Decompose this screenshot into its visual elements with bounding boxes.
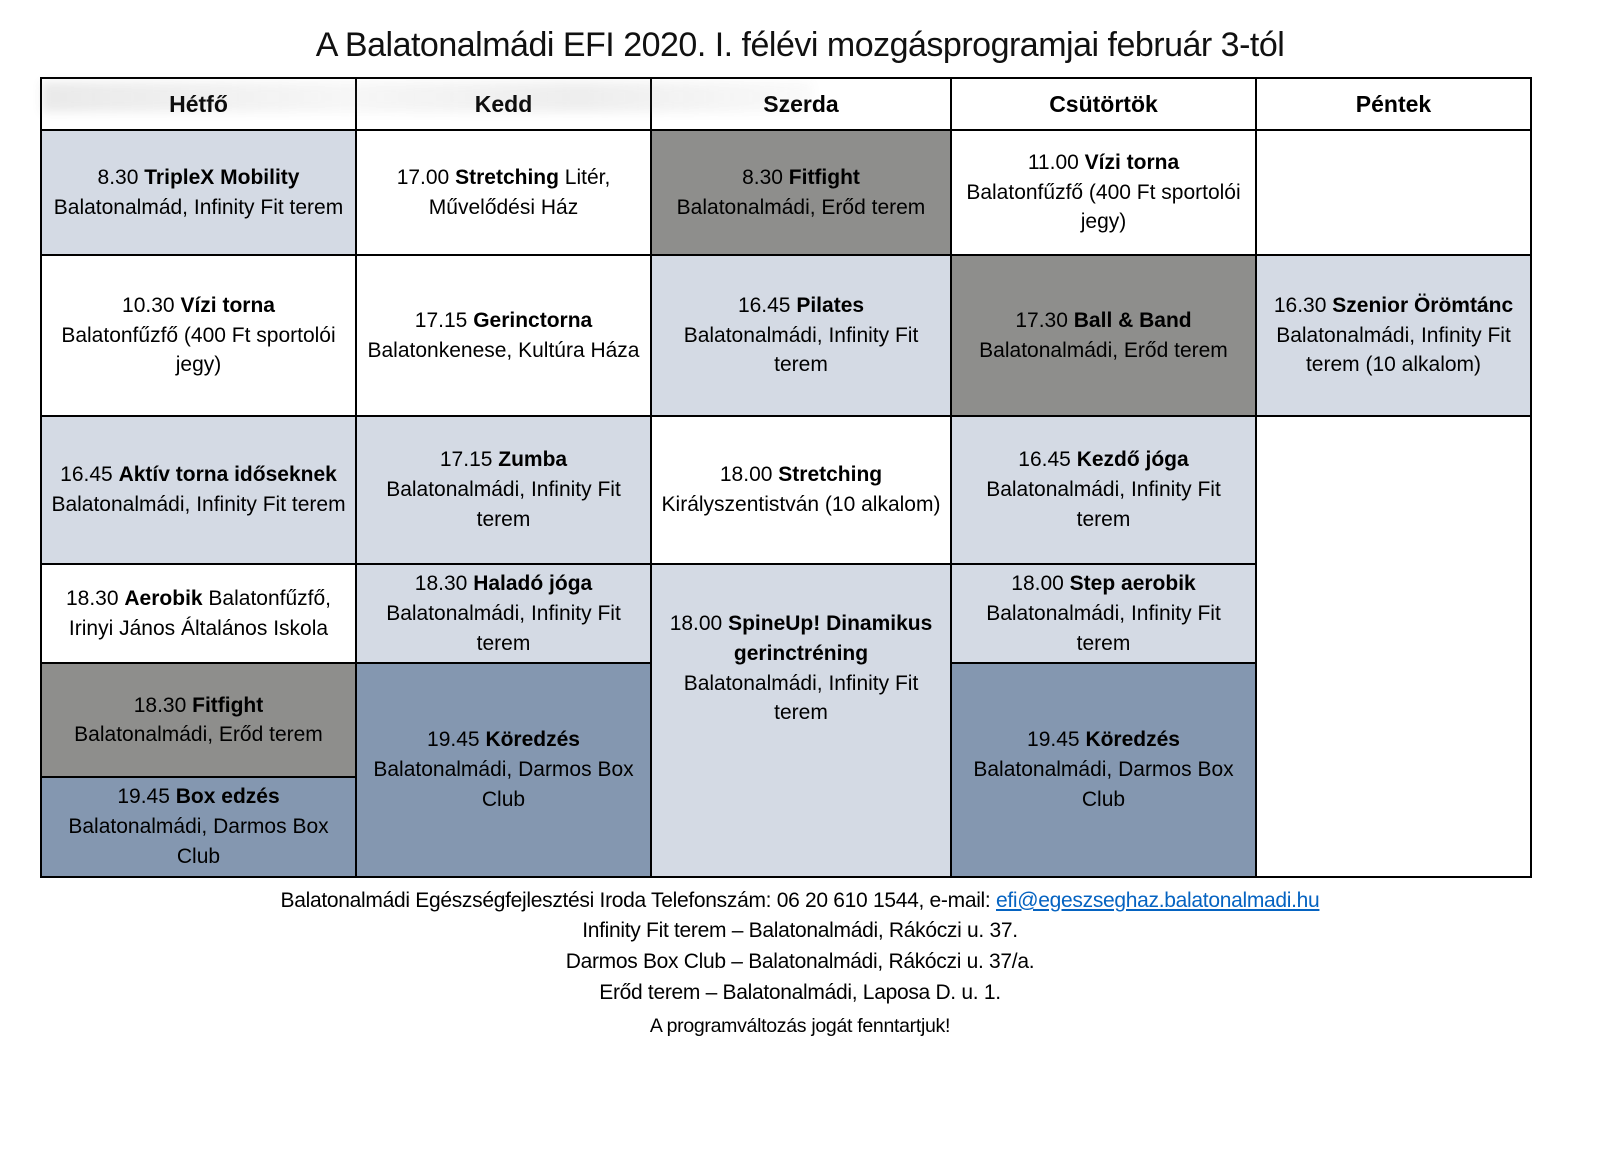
cell-monday-aktiv-torna xyxy=(41,416,356,564)
day-header-tuesday: Kedd xyxy=(356,78,651,130)
cell-wednesday-fitfight xyxy=(651,130,951,255)
event-time: 19.45 xyxy=(427,728,480,752)
address-line-erod-terem: Erőd terem – Balatonalmádi, Laposa D. u. 1. xyxy=(599,980,1001,1004)
address-line-darmos-box-club: Darmos Box Club – Balatonalmádi, Rákóczi u. 37/a. xyxy=(565,949,1035,973)
event-location: Balatonalmádi, Infinity Fit terem xyxy=(986,478,1221,531)
event-name: Haladó jóga xyxy=(473,572,593,595)
cell-tuesday-zumba xyxy=(356,416,651,564)
event-time: 17.15 xyxy=(439,448,493,472)
event-location: Balatonalmádi, Darmos Box Club xyxy=(973,758,1234,812)
event-name: Gerinctorna xyxy=(473,308,593,332)
event-time: 18.30 xyxy=(133,693,187,717)
contact-line xyxy=(0,887,1600,916)
event-location: Balatonalmádi, Erőd terem xyxy=(979,338,1228,362)
header-row xyxy=(41,78,1531,130)
event-name: Step aerobik xyxy=(1069,572,1196,595)
event-location: Balatonfűzfő (400 Ft sportolói jegy) xyxy=(966,180,1241,234)
event-location: Balatonalmádi, Infinity Fit terem xyxy=(51,493,346,516)
event-time: 10.30 xyxy=(122,293,175,317)
cell-wednesday-stretching xyxy=(651,416,951,564)
event-name: Pilates xyxy=(796,293,865,317)
event-location: Balatonalmádi, Infinity Fit terem xyxy=(683,323,919,377)
cell-tuesday-stretching xyxy=(356,130,651,255)
event-name: Vízi torna xyxy=(180,293,275,317)
event-time: 19.45 xyxy=(117,785,170,809)
cell-monday-fitfight xyxy=(41,663,356,777)
event-time: 16.45 xyxy=(1018,448,1071,472)
event-location: Balatonalmádi, Erőd terem xyxy=(676,195,926,219)
page-title: A Balatonalmádi EFI 2020. I. félévi mozgásprogramjai február 3-tól xyxy=(315,26,1285,64)
event-name: Kezdő jóga xyxy=(1076,448,1189,472)
day-header-wednesday: Szerda xyxy=(651,78,951,130)
event-location: Balatonalmádi, Erőd terem xyxy=(74,723,323,747)
day-header-thursday: Csütörtök xyxy=(951,78,1256,130)
event-time: 18.30 xyxy=(65,586,119,610)
event-name: Zumba xyxy=(498,448,568,472)
event-name: Fitfight xyxy=(788,165,860,189)
event-location: Balatonkenese, Kultúra Háza xyxy=(367,338,640,362)
cell-tuesday-gerinctorna xyxy=(356,255,651,416)
cell-tuesday-halado-joga xyxy=(356,564,651,663)
schedule-row-1 xyxy=(41,130,1531,255)
event-time: 8.30 xyxy=(97,165,139,189)
event-location: Balatonalmád, Infinity Fit terem xyxy=(53,195,344,219)
event-location: Balatonalmádi, Infinity Fit terem xyxy=(683,671,919,725)
event-time: 17.30 xyxy=(1015,308,1068,332)
event-location: Balatonfűzfő (400 Ft sportolói jegy) xyxy=(61,323,336,377)
day-header-monday: Hétfő xyxy=(41,78,356,130)
event-name: TripleX Mobility xyxy=(144,165,300,189)
cell-tuesday-koredzes xyxy=(356,663,651,876)
cell-monday-vizi-torna xyxy=(41,255,356,416)
event-time: 18.30 xyxy=(414,572,468,595)
event-location: Balatonalmádi, Infinity Fit terem xyxy=(386,601,621,655)
contact-text: Balatonalmádi Egészségfejlesztési Iroda Telefonszám: 06 20 610 1544, e-mail: xyxy=(280,888,996,912)
cell-thursday-koredzes xyxy=(951,663,1256,876)
cell-thursday-kezdo-joga xyxy=(951,416,1256,564)
event-name: Box edzés xyxy=(175,785,280,809)
cell-thursday-vizi-torna xyxy=(951,130,1256,255)
event-time: 16.45 xyxy=(737,293,791,317)
disclaimer-line: A programváltozás jogát fenntartjuk! xyxy=(649,1015,951,1038)
event-time: 8.30 xyxy=(742,165,783,189)
cell-monday-aerobik xyxy=(41,564,356,663)
event-time: 18.00 xyxy=(719,463,773,487)
event-location: Balatonalmádi, Infinity Fit terem xyxy=(986,601,1221,655)
event-name: Fitfight xyxy=(192,693,264,717)
cell-wednesday-pilates xyxy=(651,255,951,416)
event-location: Királyszentistván (10 alkalom) xyxy=(661,493,941,516)
cell-thursday-ball-and-band xyxy=(951,255,1256,416)
day-header-friday: Péntek xyxy=(1256,78,1531,130)
event-location: Balatonalmádi, Darmos Box Club xyxy=(373,758,634,812)
address-line-infinity-fit: Infinity Fit terem – Balatonalmádi, Rákóczi u. 37. xyxy=(582,919,1018,943)
event-time: 17.00 xyxy=(396,165,450,189)
event-name: Vízi torna xyxy=(1084,150,1180,174)
event-name: Ball & Band xyxy=(1073,308,1192,332)
event-name: Szenior Örömtánc xyxy=(1332,293,1514,317)
event-name: SpineUp! Dinamikus gerinctréning xyxy=(728,612,933,665)
event-name: Aktív torna időseknek xyxy=(118,463,337,487)
cell-monday-box-edzes xyxy=(41,777,356,876)
event-time: 18.00 xyxy=(1011,572,1064,595)
event-time: 18.00 xyxy=(669,612,723,635)
event-location: Balatonfűzfő, Irinyi János Általános Iskola xyxy=(68,586,332,640)
event-location: Balatonalmádi, Infinity Fit terem xyxy=(386,478,621,531)
cell-friday-empty-1 xyxy=(1256,130,1531,255)
event-time: 11.00 xyxy=(1027,150,1079,174)
schedule-row-2 xyxy=(41,255,1531,416)
weekly-schedule-table xyxy=(40,77,1532,878)
email-link[interactable]: efi@egeszseghaz.balatonalmadi.hu xyxy=(996,888,1320,912)
event-name: Stretching xyxy=(778,463,883,487)
footer xyxy=(0,887,1600,1040)
cell-monday-triplex-mobility xyxy=(41,130,356,255)
event-name: Aerobik xyxy=(124,586,203,610)
cell-friday-empty-2 xyxy=(1256,416,1531,877)
event-name: Köredzés xyxy=(1085,728,1180,752)
event-location: Litér, Művelődési Ház xyxy=(428,165,611,219)
event-time: 19.45 xyxy=(1027,728,1080,752)
event-name: Stretching xyxy=(455,165,559,189)
schedule-row-3 xyxy=(41,416,1531,564)
cell-friday-szenior-oromtanc xyxy=(1256,255,1531,416)
event-time: 16.45 xyxy=(60,463,113,487)
event-name: Köredzés xyxy=(485,728,580,752)
event-time: 17.15 xyxy=(414,308,468,332)
cell-wednesday-spineup xyxy=(651,564,951,877)
event-location: Balatonalmádi, Infinity Fit terem (10 alkalom) xyxy=(1276,323,1511,377)
cell-thursday-step-aerobik xyxy=(951,564,1256,663)
event-time: 16.30 xyxy=(1273,293,1327,317)
event-location: Balatonalmádi, Darmos Box Club xyxy=(68,815,329,869)
